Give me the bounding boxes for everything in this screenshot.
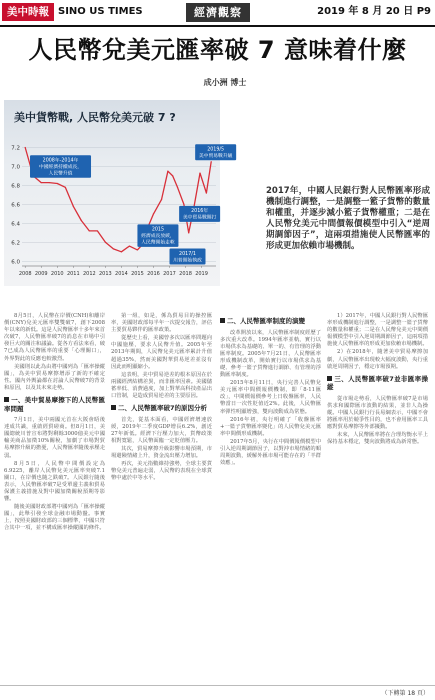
subheading-text: 二、人民幣匯率制度的演變 [227,317,305,325]
data-point [188,232,189,233]
body-paragraph: 7月1日，美中兩國元首在大阪會晤後達成共識，重啟經貿磋商。但8月1日，美國總統川普宣布將對剩餘3000億美元中國輸美商品加徵10%關稅，加劇了市場對貿易摩擦升級的擔憂，人民幣匯率隨後承壓走弱。 [4,417,105,459]
y-tick-label: 6.2 [11,240,20,247]
body-paragraph: 隨後美國財政部將中國列為「匯率操縱國」，此舉引發全球金融市場動盪。事實上，按照美國財政部的三個標準，中國只符合其中一項，並不構成匯率操縱國的條件。 [4,504,105,532]
section-subheading [4,396,105,413]
annotation-text: 2016年 [191,209,209,215]
annotation-text: 人民幣開始走軟 [141,240,175,246]
data-point [65,187,66,188]
figure-title: 美中貨幣戰, 人民幣兌美元破 7 ? [14,111,176,124]
paragraph-block [4,313,105,363]
data-point [97,230,98,231]
data-point [129,245,130,246]
exchange-rate-chart [4,100,233,286]
x-tick-label: 2009 [34,271,48,277]
pull-quote: 2017年，中國人民銀行對人民幣匯率形成機制進行調整，一是調整一籃子貨幣的數量和權重，并逐步減小籃子貨幣權重；二是在人民幣兌美元中間價報價模型中引入“逆周期調節因子”，這兩項措施使人民幣匯率的形成更加依賴市場機制。 [266,186,430,251]
data-point [41,182,42,183]
paragraph-block [220,439,321,467]
paragraph-block [4,461,105,504]
body-paragraph: 從歷史上看，美國曾多次以匯率問題向中國施壓，要求人民幣升值。2005年至2013年期間，人民幣兌美元匯率累計升值超過35%，然而美國對華貿易逆差並沒有因此而明顯縮小。 [111,335,212,370]
square-bullet-icon [220,318,225,323]
paragraph-block [4,417,105,460]
paragraph-block [327,396,428,431]
paragraph-block [4,504,105,532]
y-tick-label: 6.4 [11,221,20,228]
body-paragraph: 首先，從基本面看，中國經濟增速放緩，2019年二季度GDP增長6.2%，創近27年新低。經濟下行壓力加大，貨幣政策相對寬鬆，人民幣面臨一定貶值壓力。 [111,416,212,444]
section-subheading [111,404,212,413]
section-subheading [220,317,321,326]
header-rule [0,25,435,27]
subheading-text: 二、人民幣匯率破7的原因分析 [118,404,208,413]
y-tick-label: 6.6 [11,202,20,209]
data-point [161,199,162,200]
x-tick-label: 2011 [66,271,80,277]
y-tick-label: 7.2 [11,145,20,152]
masthead [0,0,435,25]
square-bullet-icon [327,376,332,381]
body-paragraph: 改革開放以來，人民幣匯率制度經歷了多次重大改革。1994年匯率並軌，實行以市場供求為基礎的、單一的、有管理的浮動匯率制度。2005年7月21日，人民幣匯率形成機制改革，開始實行以市場供求為基礎、參考一籃子貨幣進行調節、有管理的浮動匯率制度。 [220,329,321,379]
annotation-text: 美中貿易戰開打 [182,215,217,221]
data-point [172,175,173,176]
paragraph-block [327,349,428,370]
paragraph-block [111,313,212,334]
body-paragraph: 2）在2018年，隨著美中貿易摩擦加劇，人民幣匯率出現較大幅度波動，央行重啟逆周期因子，穩定市場預期。 [327,349,428,370]
annotation-text: 2008年-2014年 [42,158,79,164]
x-tick-label: 2019 [195,271,208,277]
data-point [206,192,207,193]
body-paragraph: 從市場走勢看，人民幣匯率破7是市場供求和國際匯市波動的結果，並非人為操縱。中國人民銀行行長易綱表示，中國不會將匯率用於競爭性目的，也不會用匯率工具應對貿易摩擦等外部擾動。 [327,395,428,431]
body-paragraph: 1）2017年，中國人民銀行對人民幣匯率形成機制進行調整，一是調整一籃子貨幣的數量和權重；二是在人民幣兌美元中間價報價模型中引入逆周期調節因子，這兩項措施使人民幣匯率的形成更加依賴市場機制。 [327,313,429,348]
body-paragraph: 其次，貿易摩擦升級影響市場預期，市場避險情緒上升，資金流出壓力增加。 [111,446,212,460]
square-bullet-icon [111,405,116,410]
annotation-text: 人民幣升值 [48,171,73,177]
body-paragraph: 2015年8月11日，央行完善人民幣兌美元匯率中間價報價機制，即「8·11匯改」，中間價報價參考上日收盤匯率，人民幣當日一次性貶值近2%。此後，人民幣匯率彈性明顯增強，雙向波動成為常態。 [220,380,321,415]
annotation-text: 2017/1 [179,251,196,257]
paragraph-block [111,446,212,460]
x-tick-label: 2013 [99,271,112,277]
x-tick-label: 2017 [163,271,176,277]
square-bullet-icon [4,397,9,402]
data-point [153,213,154,214]
x-tick-label: 2008 [18,271,32,277]
article-byline: 成小洲 博士 [203,78,247,87]
y-tick-label: 6.8 [11,183,20,190]
data-point [137,249,138,250]
body-paragraph: 2017年5月，央行在中間價報價模型中引入逆周期調節因子，以對沖市場情緒的順周期波動，緩解外匯市場可能存在的「羊群效應」。 [220,438,322,467]
body-paragraph: 8月5日，人民幣在岸價(CNH)和離岸價(CNY)兌美元匯率雙雙破7，創下2008年以來的新低。這是人民幣匯率十多年來首次破7，人民幣匯率破7的消息在市場中引發巨大的關注和議論。從各方看法來看，破7已成為人民幣匯率的重要「心理關口」，外界對此的反應也較激烈。 [4,313,105,362]
data-point [177,187,178,188]
annotation-text: 中國經濟持續成長， [38,164,83,170]
body-column-1 [4,313,105,683]
x-tick-label: 2015 [131,271,144,277]
body-column-4 [327,313,428,683]
issue-date-page: 2019 年 8 月 20 日 P9 [317,6,431,17]
x-tick-label: 2010 [50,271,64,277]
data-point [105,242,106,243]
body-paragraph: 未來，人民幣匯率將在合理均衡水平上保持基本穩定，雙向波動將成為新常態。 [327,432,428,446]
data-point [57,183,58,184]
newspaper-brand: SINO US TIMES [58,6,143,17]
exchange-rate-figure [4,100,233,286]
paragraph-block [111,461,212,482]
paragraph-block [220,417,321,438]
body-paragraph: 再次，美元指數維持強勢，全球主要貨幣兌美元普遍走弱，人民幣的表現在全球貨幣中處於中等水平。 [111,461,212,482]
article-body [4,313,428,683]
article-headline: 人民幣兌美元匯率破 7 意味着什麼 [28,36,407,64]
paragraph-block [111,372,212,400]
section-label: 經濟觀察 [186,3,250,22]
newspaper-logo: 美中時報 [2,3,54,21]
paragraph-block [327,313,428,348]
subheading-text: 三、人民幣匯率破7並非匯率操縱 [327,374,428,392]
y-tick-label: 7.0 [11,164,20,171]
x-tick-label: 2018 [179,271,192,277]
data-point [167,171,168,172]
footer-rule [0,685,435,686]
data-point [73,206,74,207]
data-point [81,220,82,221]
paragraph-block [220,380,321,415]
subheading-text: 一、美中貿易摩擦下的人民幣匯率問題 [4,396,105,413]
paragraph-block [327,432,428,446]
annotation-text: 2019/5 [207,147,225,153]
data-point [183,204,184,205]
paragraph-block [220,330,321,380]
body-column-2 [111,313,212,683]
continued-note: （下轉第 18 頁） [381,690,429,697]
data-point [199,172,200,173]
paragraph-block [111,335,212,370]
paragraph-block [4,364,105,392]
body-paragraph: 第一組，如是，係為貿易目的操控匯率，美國財政部每半年一次提交報告，評估主要貿易夥伴的匯率政策。 [111,313,212,334]
x-tick-label: 2014 [115,271,128,277]
body-column-3 [220,313,321,683]
x-tick-label: 2016 [147,271,160,277]
data-point [89,230,90,231]
data-point [121,251,122,252]
body-paragraph: 8月5日，人民幣中間價設定為6.9225，離岸人民幣兌美元匯率突破7.1關口，在岸價也隨之跌破7。人民銀行隨後表示，人民幣匯率破7是受單邊主義和貿易保護主義措施及對中國加徵關稅預期等影響。 [4,460,105,503]
annotation-text: 經濟成長放緩， [141,234,175,240]
data-point [49,182,50,183]
x-tick-label: 2012 [82,271,96,277]
data-point [211,161,212,162]
section-subheading [327,375,428,392]
y-tick-label: 6.0 [11,259,20,266]
paragraph-block [111,417,212,445]
annotation-text: 美中貿易戰升級 [198,154,233,160]
data-point [25,147,26,148]
data-point [113,248,114,249]
body-paragraph: 美國則以此為由將中國列為「匯率操縱國」，為美中貿易摩擦增添了新的不確定性。國內外輿論都在討論人民幣破7的背景和原因，以及其未來走勢。 [4,363,105,391]
annotation-text: 2015 [151,227,165,233]
body-paragraph: 2016年初，央行明確了「收盤匯率+一籃子貨幣匯率變化」的人民幣兌美元匯率中間價形成機制。 [220,416,321,437]
annotation-text: 川普開始執政 [173,258,202,264]
body-paragraph: 這表明，美中貿易逆差的根本原因在於兩國經濟結構差異，而非匯率因素。美國儲蓄率低、消費過度，加上對華高科技產品出口管制，是造成貿易逆差的主要原因。 [111,371,212,400]
